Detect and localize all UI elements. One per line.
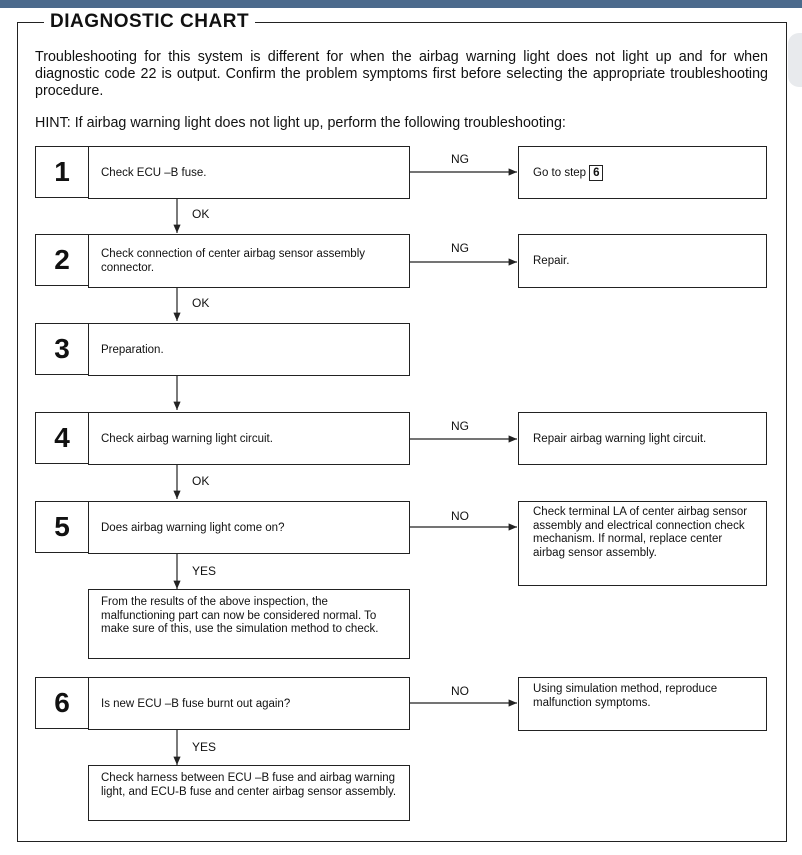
intro-text: Troubleshooting for this system is different for when the airbag warning light does not light up and for when diagnostic code 22 is output. Confirm the problem symptoms first before selecting the appropriate troubleshooting procedure. [35, 49, 768, 99]
step-6-result-text: Using simulation method, reproduce malfunction symptoms. [533, 683, 718, 709]
step-2-down-label: OK [192, 296, 210, 310]
step-5-number: 5 [35, 501, 89, 553]
step-6-number: 6 [35, 677, 89, 729]
step-4-box [88, 412, 410, 465]
step-2-box [88, 234, 410, 288]
step-2-result-box [518, 234, 767, 288]
step-5-text: Does airbag warning light come on? [101, 521, 285, 534]
step-2-branch-label: NG [451, 241, 469, 255]
step-1-result-box [518, 146, 767, 199]
step-4-result-text: Repair airbag warning light circuit. [533, 432, 707, 445]
step-3-number: 3 [35, 323, 89, 375]
step-2-number: 2 [35, 234, 89, 286]
step-2-result-text: Repair. [533, 255, 570, 267]
step-6-down-label: YES [192, 740, 217, 754]
step-1-box [88, 146, 410, 199]
step-6-reference[interactable]: 6 [589, 165, 603, 181]
step-6-branch-label: NO [451, 684, 469, 698]
step-1-branch-label: NG [451, 152, 469, 166]
step-6-result-box [518, 677, 767, 731]
step-4-branch-label: NG [451, 419, 469, 433]
step-1-down-label: OK [192, 207, 210, 221]
step-5-result-text: Check terminal LA of center airbag sensor assembly and electrical connection check mechanism. If normal, replace center airbag sensor assembly. [533, 506, 748, 559]
step-4-text: Check airbag warning light circuit. [101, 432, 273, 445]
step-3-text: Preparation. [101, 343, 164, 356]
step-4-result-box [518, 412, 767, 465]
step-1-result-text: Go to step [533, 166, 587, 179]
step-1-number: 1 [35, 146, 89, 198]
step-2-text: Check connection of center airbag sensor assembly connector. [101, 248, 366, 274]
step-4-down-label: OK [192, 474, 210, 488]
step-5-conclusion-box [88, 589, 410, 659]
step-4-number: 4 [35, 412, 89, 464]
chart-title: DIAGNOSTIC CHART [44, 11, 255, 33]
step-1-text: Check ECU –B fuse. [101, 166, 207, 179]
step-5-down-label: YES [192, 564, 217, 578]
step-5-result-box [518, 501, 767, 586]
step-6-text: Is new ECU –B fuse burnt out again? [101, 697, 291, 710]
step-6-box [88, 677, 410, 730]
step-5-conclusion-text: From the results of the above inspection, the malfunctioning part can now be considered normal. To make sure of this, use the simulation method to check. [101, 596, 379, 635]
step-5-box [88, 501, 410, 554]
step-5-branch-label: NO [451, 509, 469, 523]
step-3-box [88, 323, 410, 376]
step-6-conclusion-text: Check harness between ECU –B fuse and airbag warning light, and ECU-B fuse and center airbag sensor assembly. [101, 772, 397, 798]
step-6-conclusion-box [88, 765, 410, 821]
hint-text: HINT: If airbag warning light does not light up, perform the following troubleshooting: [35, 115, 566, 131]
